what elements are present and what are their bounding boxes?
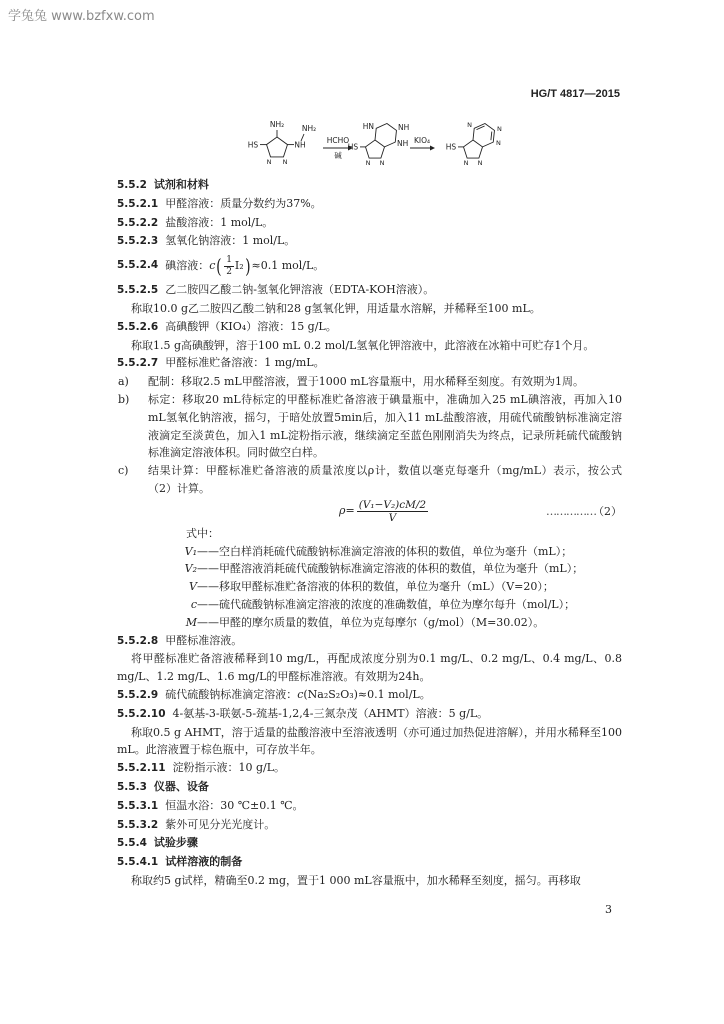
clause-number: 5.5.2.3 (117, 235, 159, 248)
dot-leader: …………… (546, 504, 596, 518)
symbol-definition (117, 596, 622, 614)
clause-number: 5.5.2.4 (117, 259, 159, 272)
triazole-ring (365, 140, 384, 158)
clause-number: 5.5.2.6 (117, 320, 159, 333)
clause-5-5-2-4 (117, 251, 622, 281)
arrow-head (430, 146, 435, 151)
symbol-description: ——硫代硫酸钠标准滴定溶液的浓度的准确数值，单位为摩尔每升（mol/L）； (197, 597, 576, 611)
list-marker: c) (118, 464, 129, 478)
reaction-arrow-2 (410, 136, 435, 151)
symbol-definition (117, 614, 622, 632)
clause-number: 5.5.4.1 (117, 856, 159, 869)
clause-5-5-2-6 (117, 318, 622, 337)
clause-text: 紫外可见分光光度计。 (165, 817, 276, 831)
clause-text: 碘溶液： (165, 259, 210, 273)
double-bond (491, 132, 492, 141)
clause-body: 称取0.5 g AHMT，溶于适量的盐酸溶液中至溶液透明（亦可通过加热促进溶解），并用水稀释至100 mL。此溶液置于棕色瓶中，可存放半年。 (117, 725, 622, 757)
symbol: c (190, 597, 197, 611)
concentration-value: ≈0.1 mol/L。 (251, 259, 325, 273)
chemical-species: I₂ (234, 259, 244, 273)
ring-nh-label: HN (362, 122, 374, 131)
ring-nitrogen-label: N (496, 139, 501, 147)
clause-text: 高碘酸钾（KIO₄）溶液：15 g/L。 (165, 319, 337, 333)
triazole-ring (267, 137, 288, 157)
ring-nitrogen-label: N (467, 121, 472, 129)
list-item-c (117, 462, 622, 498)
triazole-ring (463, 140, 482, 158)
symbol: V₁ (184, 544, 197, 558)
clause-text: 氢氧化钠溶液：1 mol/L。 (165, 234, 296, 248)
clause-5-5-2-3 (117, 232, 622, 251)
formula-lhs: ρ= (339, 504, 355, 518)
section-title: 试剂和材料 (153, 178, 209, 191)
fraction-numerator: (V₁−V₂)cM/2 (358, 498, 427, 511)
product-compound (446, 121, 502, 167)
clause-number: 5.5.2.10 (117, 707, 166, 720)
clause-5-5-2-7 (117, 354, 622, 373)
thiol-label: HS (247, 140, 259, 150)
clause-number: 5.5.2.9 (117, 688, 159, 701)
clause-number: 5.5.3.2 (117, 818, 159, 831)
clause-number: 5.5.2.8 (117, 634, 159, 647)
section-title: 仪器、设备 (153, 779, 209, 793)
ring-nitrogen-label: N (477, 159, 483, 167)
symbol-definition (117, 543, 622, 561)
clause-text: 甲醛标准溶液。 (165, 633, 243, 647)
fraction-numerator: 1 (226, 254, 232, 265)
concentration-symbol: c (209, 259, 216, 273)
clause-body: 将甲醛标准贮备溶液稀释到10 mg/L，再配成浓度分别为0.1 mg/L、0.2 mg/L、0.4 mg/L、0.8 mg/L、1.2 mg/L、1.6 mg/L的甲醛标准溶液。有效期为24h。 (117, 652, 622, 684)
reactant-ahmt (248, 120, 316, 166)
ring-nitrogen-label: N (497, 125, 502, 133)
list-marker: a) (118, 375, 129, 389)
clause-number: 5.5.3.1 (117, 799, 159, 812)
clause-number: 5.5.2.5 (117, 284, 159, 297)
section-heading-5-5-2 (117, 176, 622, 195)
clause-number: 5.5.2.7 (117, 357, 159, 370)
open-paren: ( (216, 254, 223, 279)
list-item-text: 配制：移取2.5 mL甲醛溶液，置于1000 mL容量瓶中，用水稀释至刻度。有效期为1周。 (148, 375, 584, 389)
symbol-description: ——移取甲醛标准贮备溶液的体积的数值，单位为毫升（mL）（V=20）； (197, 580, 554, 594)
concentration-value: (Na₂S₂O₃)≈0.1 mol/L。 (303, 687, 431, 701)
formula-2 (117, 498, 622, 525)
clause-number: 5.5.4 (117, 837, 147, 850)
list-item-b (117, 391, 622, 462)
clause-text: 4-氨基-3-联氨-5-巯基-1,2,4-三氮杂茂（AHMT）溶液：5 g/L。 (172, 706, 489, 720)
ring-nitrogen-label: N (282, 158, 288, 166)
condition-label: 碱 (334, 151, 342, 160)
clause-text: 恒温水浴：30 ℃±0.1 ℃。 (165, 798, 304, 812)
clause-5-5-2-9 (117, 686, 622, 705)
formula-expression (339, 498, 429, 525)
tetrazinane-ring (375, 124, 396, 147)
section-title: 试样溶液的制备 (165, 855, 243, 869)
clause-5-5-3-1 (117, 797, 622, 816)
ring-nitrogen-label: N (379, 159, 385, 167)
section-title: 试验步骤 (153, 836, 198, 850)
formula-fraction (357, 499, 428, 524)
clause-body: 称取约5 g试样，精确至0.2 mg，置于1 000 mL容量瓶中，加水稀释至刻度，摇匀。再移取 (131, 873, 581, 887)
intermediate-compound (348, 122, 409, 167)
thiol-label: HS (445, 142, 457, 152)
clause-5-5-2-1 (117, 195, 622, 214)
symbol-definition (117, 560, 622, 578)
clause-text: 甲醛溶液：质量分数约为37%。 (165, 196, 322, 210)
fraction-denominator: 2 (226, 266, 232, 277)
clause-5-5-2-8 (117, 632, 622, 651)
clause-5-5-3-2 (117, 816, 622, 835)
clause-text: 甲醛标准贮备溶液：1 mg/mL。 (165, 356, 325, 370)
clause-5-5-4-1 (117, 853, 622, 872)
ring-nitrogen-label: N (463, 159, 469, 167)
standard-number: HG/T 4817—2015 (530, 88, 620, 100)
close-paren: ) (244, 254, 251, 279)
list-marker: b) (118, 392, 130, 406)
clause-5-5-2-2 (117, 214, 622, 233)
amino-label: NH₂ (269, 120, 285, 129)
concentration-symbol: c (297, 687, 304, 701)
hydrazine-nh-label: NH (294, 140, 306, 150)
clause-5-5-2-11 (117, 759, 622, 778)
ring-nh-label: NH (398, 123, 410, 132)
ring-nh-label: NH (397, 139, 409, 148)
clause-number: 5.5.2.11 (117, 762, 166, 775)
fraction-denominator: V (388, 511, 397, 524)
reagent-label: KIO₄ (413, 136, 431, 145)
list-item-text: 结果计算：甲醛标准贮备溶液的质量浓度以ρ计，数值以毫克每毫升（mg/mL）表示，按公式（2）计算。 (148, 464, 622, 495)
equation-number: （2） (593, 504, 622, 518)
site-watermark: 学兔兔 www.bzfxw.com (8, 9, 155, 24)
list-item-text: 标定：移取20 mL待标定的甲醛标准贮备溶液于碘量瓶中，准确加入25 mL碘溶液，再加入10 mL氢氧化钠溶液，摇匀，于暗处放置5min后，加入11 mL盐酸溶液，用硫代硫酸钠标准滴定溶液滴定至淡黄色，加入1 mL淀粉指示液，继续滴定至蓝色刚刚消失为终点，记录所耗硫代硫酸钠标准滴定溶液体积。同时做空白样。 (148, 392, 622, 460)
symbol: M (185, 615, 197, 629)
clause-5-5-2-5 (117, 281, 622, 300)
ring-nitrogen-label: N (266, 158, 272, 166)
reaction-scheme (225, 110, 515, 172)
clause-text: 淀粉指示液：10 g/L。 (172, 761, 286, 775)
symbol-definition (117, 578, 622, 596)
list-item-a (117, 373, 622, 391)
symbol: V₂ (184, 562, 197, 576)
clause-number: 5.5.2.1 (117, 197, 159, 210)
clause-text: 盐酸溶液：1 mol/L。 (165, 215, 274, 229)
page-number: 3 (605, 902, 612, 916)
clause-number: 5.5.2 (117, 179, 147, 191)
fraction (224, 255, 234, 278)
clause-text: 乙二胺四乙酸二钠-氢氧化钾溶液（EDTA-KOH溶液）。 (165, 283, 435, 297)
document-body (117, 176, 622, 918)
section-heading-5-5-4 (117, 834, 622, 853)
thiol-label: HS (347, 142, 359, 152)
clause-5-5-2-10 (117, 705, 622, 724)
clause-body: 称取10.0 g乙二胺四乙酸二钠和28 g氢氧化钾，用适量水溶解，并稀释至100 mL。 (131, 301, 541, 315)
hydrazine-terminal-label: NH₂ (301, 124, 317, 133)
clause-text: 硫代硫酸钠标准滴定溶液： (165, 687, 298, 701)
ring-nitrogen-label: N (365, 159, 371, 167)
symbol-description: ——甲醛溶液消耗硫代硫酸钠标准滴定溶液的体积的数值，单位为毫升（mL）； (197, 562, 584, 576)
symbol: V (189, 580, 197, 594)
symbol-description: ——空白样消耗硫代硫酸钠标准滴定溶液的体积的数值，单位为毫升（mL）； (197, 544, 573, 558)
where-label: 式中： (186, 526, 219, 540)
clause-body: 称取1.5 g高碘酸钾，溶于100 mL 0.2 mol/L氢氧化钾溶液中，此溶液在冰箱中可贮存1个月。 (131, 338, 595, 352)
symbol-description: ——甲醛的摩尔质量的数值，单位为克每摩尔（g/mol）（M=30.02）。 (197, 615, 545, 629)
clause-number: 5.5.3 (117, 780, 147, 793)
clause-number: 5.5.2.2 (117, 216, 159, 229)
section-heading-5-5-3 (117, 778, 622, 797)
reagent-label: HCHO (326, 136, 350, 145)
